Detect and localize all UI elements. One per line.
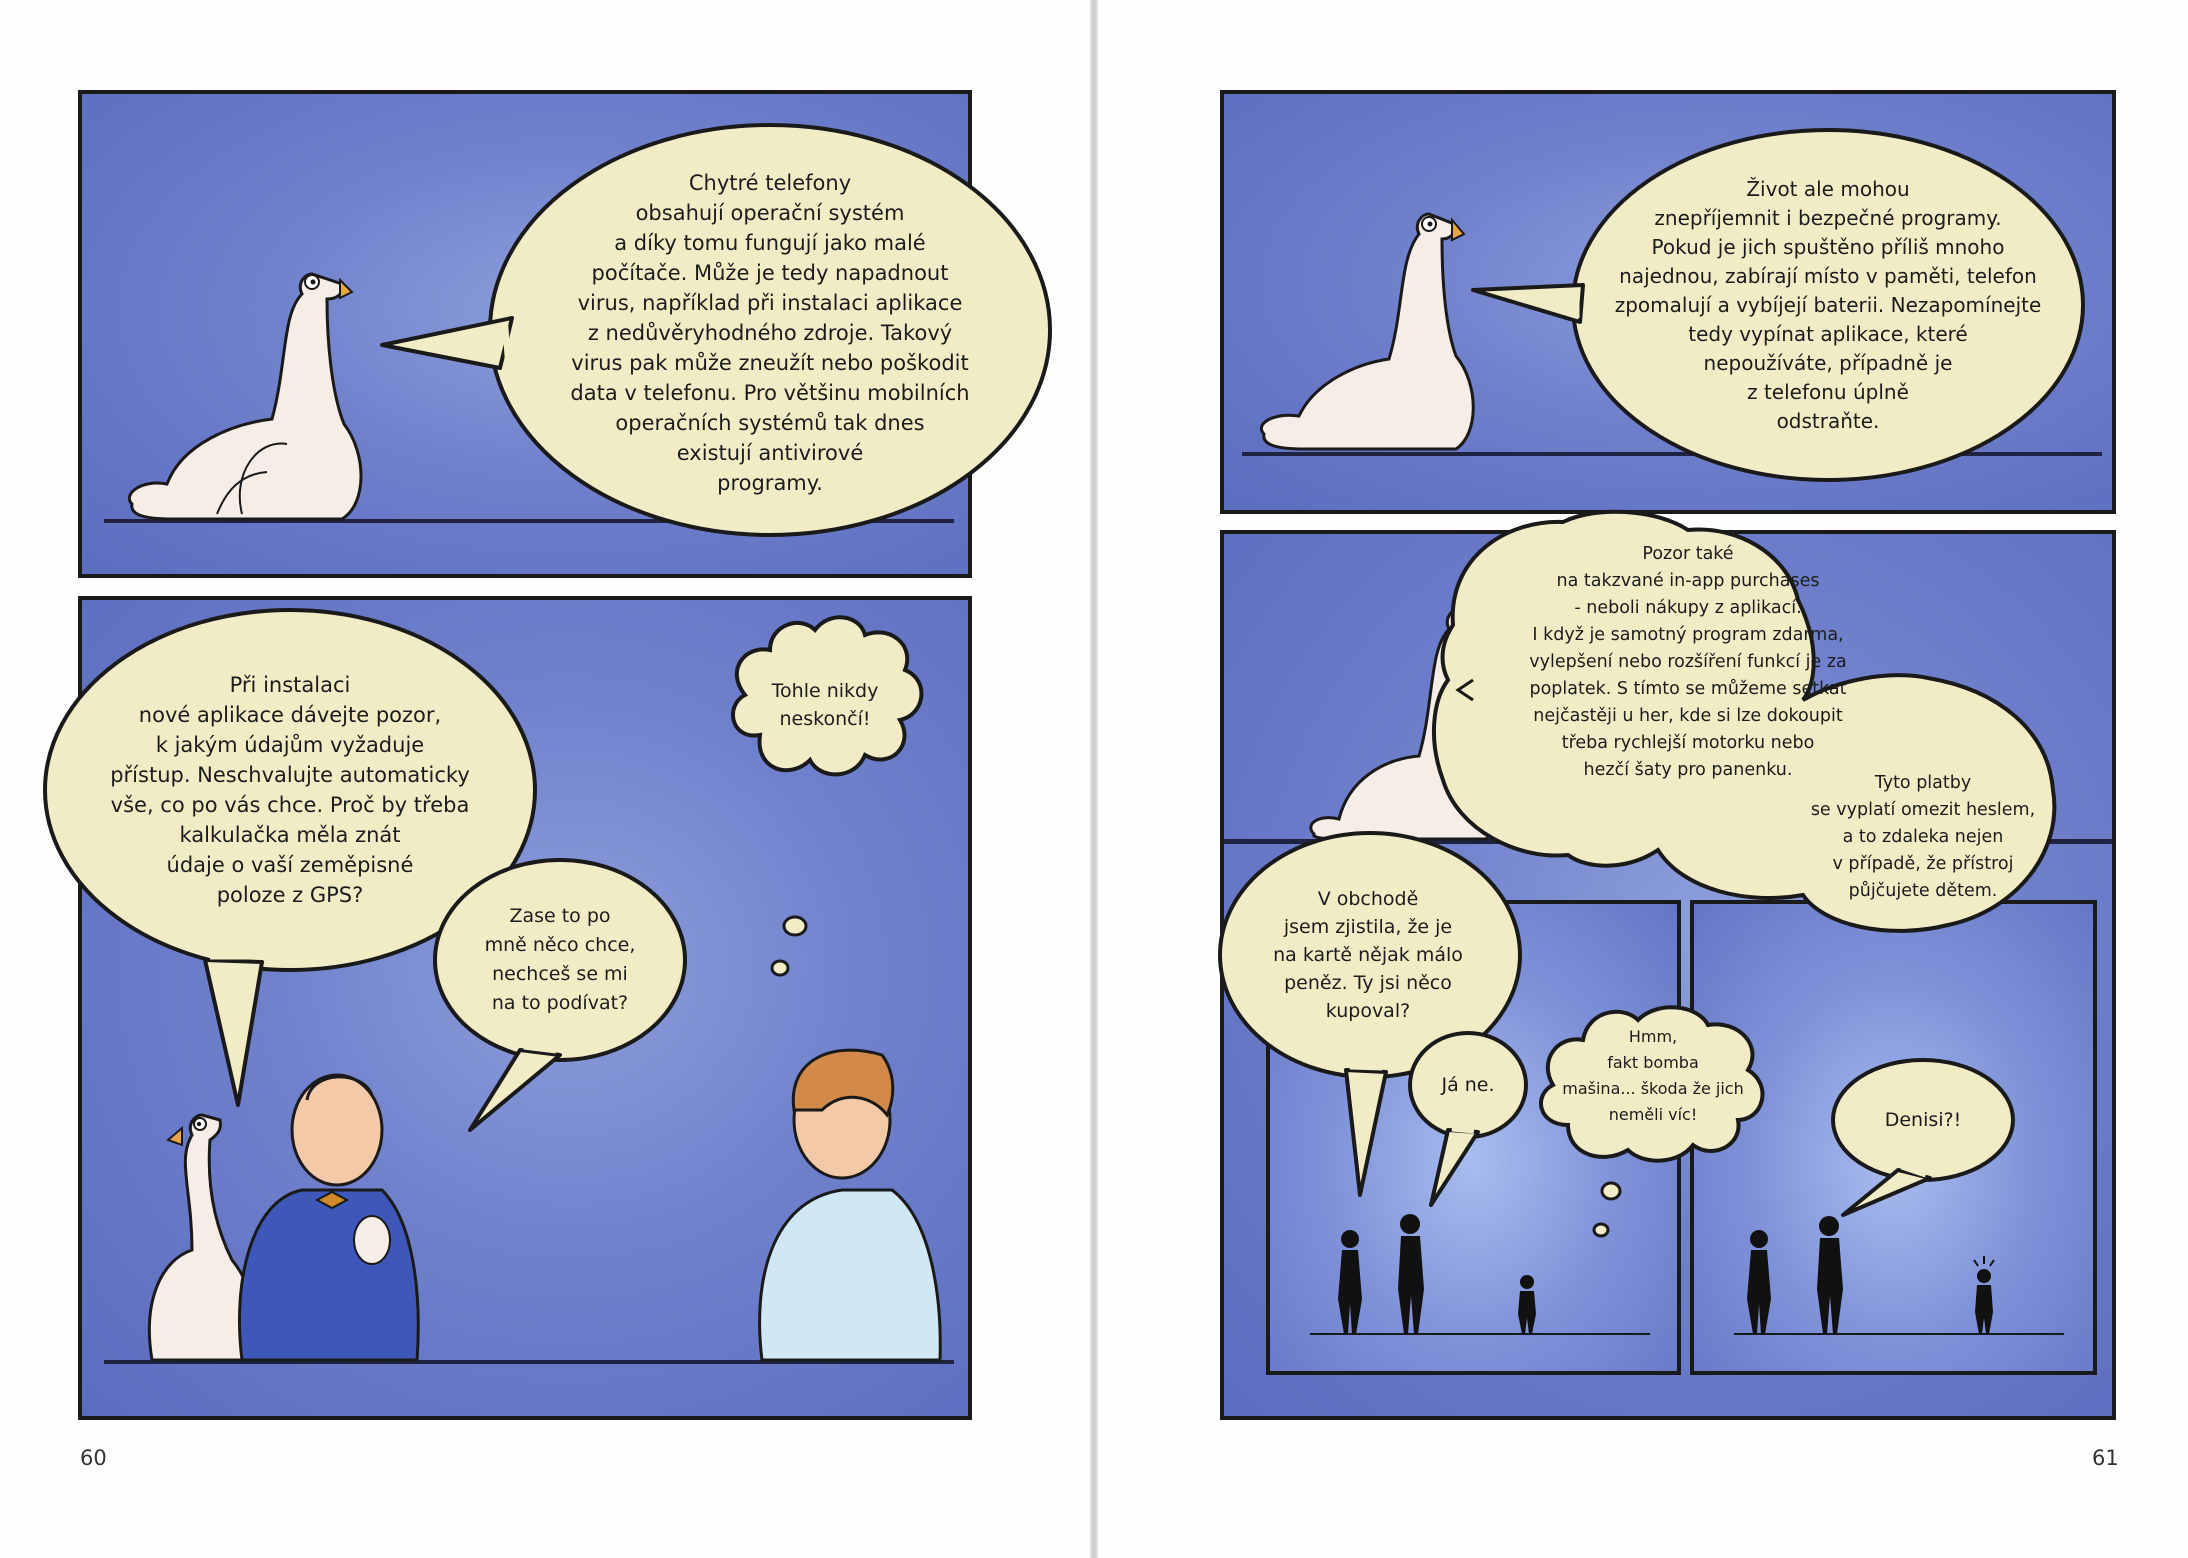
page-number-left: 60 bbox=[80, 1446, 107, 1470]
speech-bubble-antivirus: Chytré telefony obsahují operační systém a díky tomu fungují jako malé počítače. Může je tedy napadnout virus, například při instalaci aplikace z nedůvěryhodného zdroje. Takový virus pak může zneužít nebo poškodit data v telefonu. Pro většinu mobilních operačních systémů tak dnes existují antivirové programy. bbox=[570, 170, 970, 495]
page-number-right: 61 bbox=[2092, 1446, 2119, 1470]
speech-bubble-safe-apps: Život ale mohou znepříjemnit i bezpečné programy. Pokud je jich spuštěno příliš mnoho najednou, zabírají místo v paměti, telefon zpomalují a vybíjejí baterii. Nezapomínejte tedy vypínat aplikace, které nepoužíváte, případně je z telefonu úplně odstraňte. bbox=[1614, 176, 2042, 433]
left-page bbox=[0, 0, 1090, 1558]
speech-bubble-permissions: Při instalaci nové aplikace dávejte pozor, k jakým údajům vyžaduje přístup. Neschvalujte automaticky vše, co po vás chce. Proč by třeba kalkulačka měla znát údaje o vaší zeměpisné poloze z GPS? bbox=[110, 673, 470, 907]
speech-bubble-father: Já ne. bbox=[1441, 1074, 1495, 1096]
book-gutter bbox=[1090, 0, 1098, 1558]
thought-bubble-boy: Tohle nikdy neskončí! bbox=[771, 680, 879, 730]
speech-bubble-mother: V obchodě jsem zjistila, že je na kartě nějak málo peněz. Ty jsi něco kupoval? bbox=[1273, 888, 1463, 1022]
speech-bubble-password: Tyto platby se vyplatí omezit heslem, a to zdaleka nejen v případě, že přístroj půjčujete dětem. bbox=[1810, 772, 2036, 901]
speech-bubble-in-app: Pozor také na takzvané in-app purchases - neboli nákupy z aplikací. I když je samotný program zdarma, vylepšení nebo rozšíření funkcí je za poplatek. S tímto se můžeme setkat nejčastěji u her, kde si lze dokoupit třeba rychlejší motorku nebo hezčí šaty pro panenku. bbox=[1529, 544, 1847, 780]
thought-bubble-child: Hmm, fakt bomba mašina... škoda že jich neměli víc! bbox=[1562, 1026, 1744, 1124]
speech-bubble-denisi: Denisi?! bbox=[1884, 1109, 1962, 1131]
right-page bbox=[1098, 0, 2188, 1558]
speech-bubble-grandpa: Zase to po mně něco chce, nechceš se mi na to podívat? bbox=[484, 905, 636, 1014]
